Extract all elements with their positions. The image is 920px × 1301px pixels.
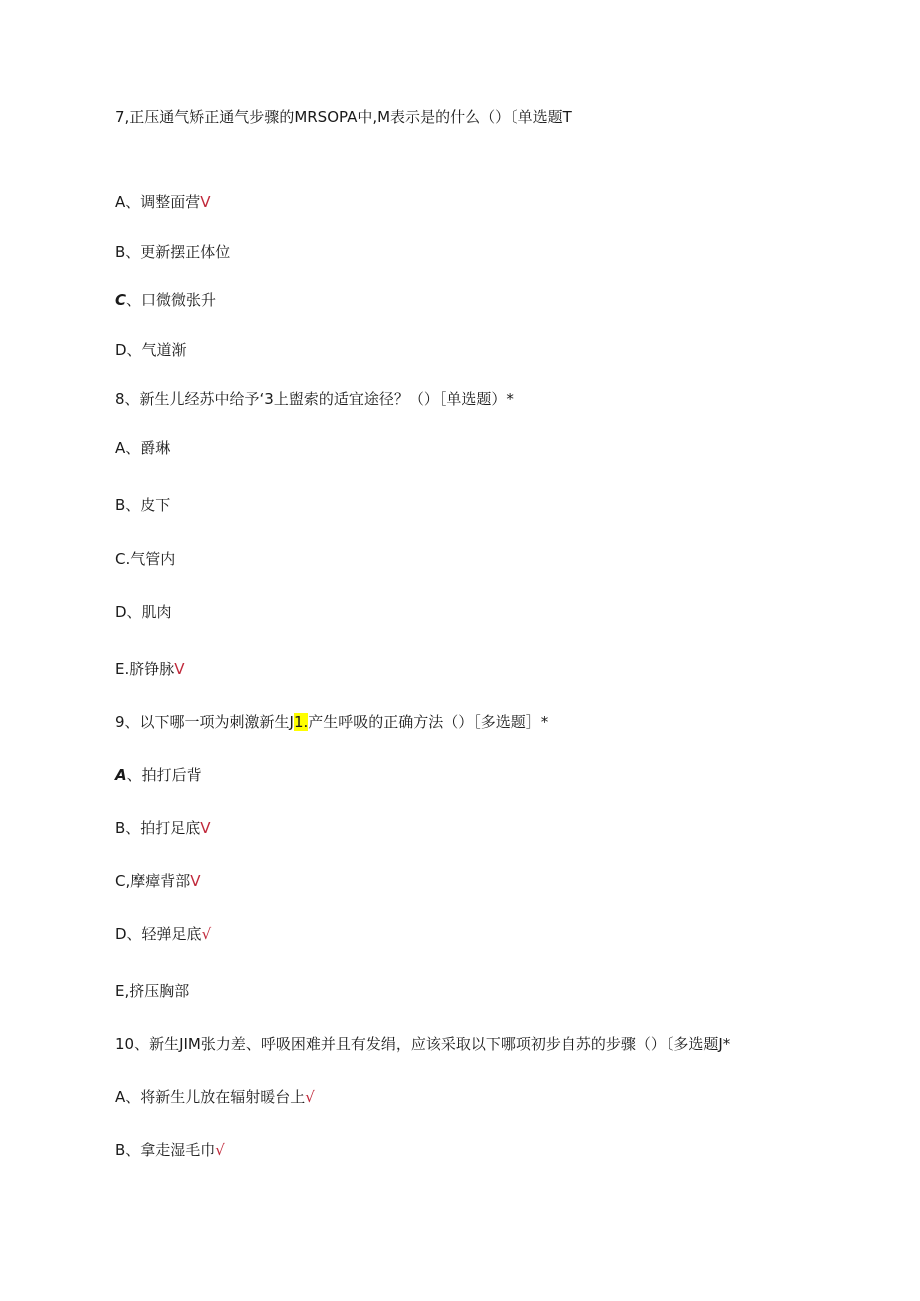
check-mark-icon: √ <box>201 925 212 943</box>
q9-option-b <box>115 818 211 838</box>
option-letter: A <box>115 766 127 784</box>
check-mark-icon: √ <box>215 1141 225 1159</box>
option-text: C,摩瘴背部 <box>115 872 191 890</box>
option-text: A、爵琳 <box>115 439 171 457</box>
q8-option-e <box>115 659 185 679</box>
check-mark-icon: √ <box>305 1088 315 1106</box>
option-text: B、皮下 <box>115 496 171 514</box>
question-8-text <box>115 389 514 409</box>
option-text: E.脐铮脉 <box>115 660 175 678</box>
line-text: 产生呼吸的正确方法（）［多选题］* <box>308 713 549 731</box>
q8-option-b <box>115 495 170 515</box>
check-mark-icon: V <box>200 819 211 837</box>
option-text: A、调整面营 <box>115 193 201 211</box>
option-text: 、口微微张升 <box>126 291 217 309</box>
option-letter: C <box>115 291 127 309</box>
q9-option-c <box>115 871 201 891</box>
option-text: C.气管内 <box>115 550 176 568</box>
option-text: B、更新摆正体位 <box>115 243 231 261</box>
question-9-text <box>115 712 548 732</box>
q9-option-a <box>115 765 202 785</box>
check-mark-icon: V <box>174 660 185 678</box>
q7-option-a <box>115 192 211 212</box>
q7-option-b <box>115 242 230 262</box>
q10-option-b <box>115 1140 225 1160</box>
option-text: D、气道渐 <box>115 341 187 359</box>
option-text: B、拍打足底 <box>115 819 201 837</box>
option-text: 、拍打后背 <box>126 766 202 784</box>
highlighted-text: 1. <box>293 713 309 731</box>
option-text: B、拿走湿毛巾 <box>115 1141 216 1159</box>
q9-option-d <box>115 924 211 944</box>
q9-option-e <box>115 981 189 1001</box>
q10-option-a <box>115 1087 315 1107</box>
question-7-text <box>115 107 572 127</box>
q8-option-a <box>115 438 170 458</box>
option-text: A、将新生儿放在辐射暖台上 <box>115 1088 306 1106</box>
option-text: E,挤压胸部 <box>115 982 190 1000</box>
check-mark-icon: V <box>190 872 201 890</box>
check-mark-icon: V <box>200 193 211 211</box>
q8-option-d <box>115 602 172 622</box>
line-text: 7,正压通气矫正通气步骤的MRSOPA中,M表示是的什么（）〔单选题T <box>115 108 572 126</box>
option-text: D、肌肉 <box>115 603 172 621</box>
line-text: 10、新生JIM张力差、呼吸困难并且有发绢，应该采取以下哪项初步自苏的步骤（）〔多选题J* <box>115 1035 731 1053</box>
q7-option-c <box>115 290 216 310</box>
option-text: D、轻弹足底 <box>115 925 202 943</box>
line-text: 9、以下哪一项为刺激新生J <box>115 713 294 731</box>
line-text: 8、新生儿经苏中给予‘3上盥索的适宜途径？（）［单选题）* <box>115 390 514 408</box>
q8-option-c <box>115 549 175 569</box>
q7-option-d <box>115 340 187 360</box>
question-10-text <box>115 1034 730 1054</box>
